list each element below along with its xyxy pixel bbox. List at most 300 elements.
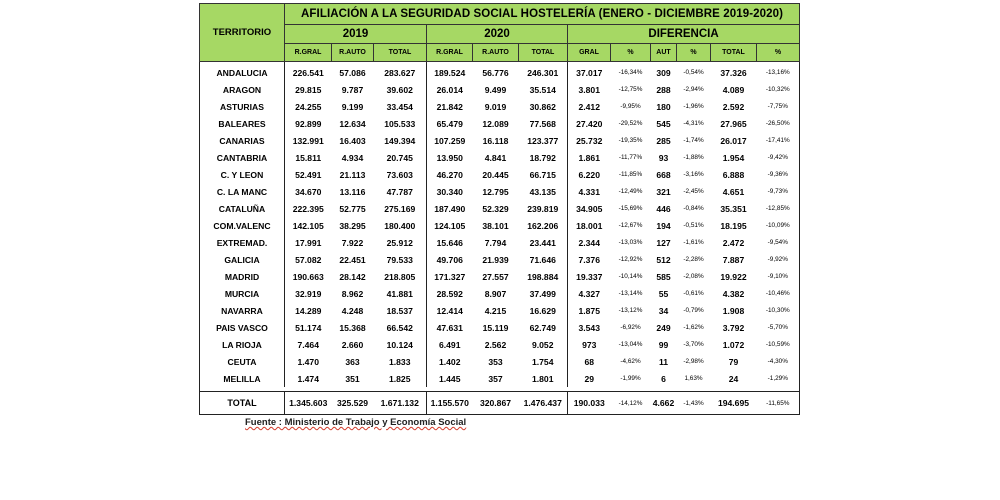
table-cell: 288 [656, 84, 671, 95]
table-cell: -10,59% [765, 341, 790, 348]
table-cell: 6.491 [438, 339, 461, 350]
table-cell: 51.174 [295, 322, 322, 333]
source-note [245, 417, 466, 428]
table-cell: 24 [728, 373, 739, 384]
table-cell: -10,32% [765, 86, 790, 93]
table-row [200, 149, 800, 166]
table-cell: 1.155.570 [427, 392, 473, 415]
table-cell: 71.646 [519, 251, 568, 268]
table-cell: 13.950 [436, 152, 463, 163]
table-cell: -3,70% [683, 341, 704, 348]
table-cell: -9,92% [767, 256, 788, 263]
table-cell: -1,74% [683, 137, 704, 144]
table-cell: 37.326 [720, 67, 747, 78]
table-cell: 79 [728, 356, 739, 367]
table-cell: -9,73% [767, 188, 788, 195]
table-cell: 28.142 [339, 271, 366, 282]
table-cell: 180.400 [374, 217, 427, 234]
table-cell: 93 [658, 152, 669, 163]
table-cell: 34 [658, 305, 669, 316]
table-cell: 16.629 [519, 302, 568, 319]
table-cell: 99 [658, 339, 669, 350]
table-cell: 23.441 [519, 234, 568, 251]
table-cell: 7.887 [722, 254, 745, 265]
table-cell: 545 [656, 118, 671, 129]
table-cell: 12.089 [482, 118, 509, 129]
table-row [200, 132, 800, 149]
table-cell: -16,34% [618, 69, 643, 76]
table-cell: -1,62% [683, 324, 704, 331]
table-cell: 132.991 [292, 135, 324, 146]
table-cell: 21.939 [482, 254, 509, 265]
affiliation-table-container [199, 3, 799, 415]
table-cell: 15.811 [295, 152, 322, 163]
year-row [200, 25, 800, 44]
table-cell: 1.671.132 [374, 392, 427, 415]
table-cell: 1.474 [297, 373, 319, 384]
table-cell: 4.841 [484, 152, 507, 163]
territory-name: C. LA MANC [200, 183, 285, 200]
table-cell: -0,61% [683, 290, 704, 297]
table-cell: 4.215 [484, 305, 507, 316]
table-row [200, 251, 800, 268]
table-cell: 309 [656, 67, 671, 78]
table-cell: 16.118 [482, 135, 509, 146]
table-cell: 4.248 [341, 305, 364, 316]
table-cell: -14,12% [611, 392, 651, 415]
table-cell: 2.344 [578, 237, 600, 248]
subheader-cell: GRAL [568, 44, 611, 62]
table-cell: -26,50% [765, 120, 790, 127]
table-cell: 30.340 [436, 186, 463, 197]
territory-name: MURCIA [200, 285, 285, 302]
title-row [200, 4, 800, 25]
table-cell: 363 [345, 356, 360, 367]
table-row [200, 234, 800, 251]
difference-header: DIFERENCIA [568, 25, 800, 44]
table-cell: 17.991 [295, 237, 322, 248]
table-cell: 33.454 [374, 98, 427, 115]
table-cell: 29 [584, 373, 595, 384]
table-cell: 446 [656, 203, 671, 214]
table-cell: -9,42% [767, 154, 788, 161]
table-cell: 353 [488, 356, 503, 367]
table-cell: 194 [656, 220, 671, 231]
territory-name: NAVARRA [200, 302, 285, 319]
table-cell: 32.919 [295, 288, 322, 299]
table-cell: 4.089 [722, 84, 745, 95]
table-cell: 149.394 [374, 132, 427, 149]
table-cell: 171.327 [434, 271, 466, 282]
table-cell: 8.962 [341, 288, 364, 299]
table-cell: 2.472 [722, 237, 745, 248]
table-cell: 325.529 [332, 392, 374, 415]
table-cell: 239.819 [519, 200, 568, 217]
table-cell: -0,84% [683, 205, 704, 212]
table-cell: -2,94% [683, 86, 704, 93]
table-cell: 2.660 [341, 339, 364, 350]
table-cell: 2.412 [578, 101, 600, 112]
table-cell: 56.776 [482, 67, 509, 78]
table-cell: 1.801 [519, 370, 568, 387]
table-cell: 16.403 [339, 135, 366, 146]
table-cell: 18.537 [374, 302, 427, 319]
table-cell: 15.646 [436, 237, 463, 248]
table-cell: 357 [488, 373, 503, 384]
table-cell: 249 [656, 322, 671, 333]
table-cell: 6.220 [578, 169, 600, 180]
table-cell: 1.476.437 [519, 392, 568, 415]
table-cell: 12.795 [482, 186, 509, 197]
table-cell: 79.533 [374, 251, 427, 268]
table-cell: -9,95% [620, 103, 641, 110]
territory-name: LA RIOJA [200, 336, 285, 353]
territory-name: CANARIAS [200, 132, 285, 149]
table-cell: 12.634 [339, 118, 366, 129]
table-cell: -11,85% [618, 171, 643, 178]
table-cell: 123.377 [519, 132, 568, 149]
table-cell: 351 [345, 373, 360, 384]
table-row [200, 353, 800, 370]
table-cell: 26.017 [720, 135, 747, 146]
table-cell: -10,14% [618, 273, 643, 280]
table-cell: 15.368 [339, 322, 366, 333]
table-cell: -9,36% [767, 171, 788, 178]
table-cell: 13.116 [339, 186, 366, 197]
territory-name: C. Y LEON [200, 166, 285, 183]
table-title: AFILIACIÓN A LA SEGURIDAD SOCIAL HOSTELERÍA (ENERO - DICIEMBRE 2019-2020) [285, 4, 800, 25]
subheader-cell: TOTAL [519, 44, 568, 62]
table-cell: 190.033 [568, 392, 611, 415]
table-cell: -12,92% [618, 256, 643, 263]
table-row [200, 217, 800, 234]
table-cell: 19.337 [576, 271, 603, 282]
table-cell: 41.881 [374, 285, 427, 302]
source-text: Fuente : Ministerio de Trabajo y Economía Social [245, 417, 467, 428]
table-cell: 57.086 [339, 67, 366, 78]
table-cell: 1.072 [722, 339, 745, 350]
year-2019-header: 2019 [285, 25, 427, 44]
subheader-cell: % [677, 44, 711, 62]
table-cell: -11,77% [618, 154, 643, 161]
table-cell: 26.014 [436, 84, 463, 95]
table-row [200, 370, 800, 387]
territory-name: TOTAL [200, 392, 285, 415]
table-row [200, 319, 800, 336]
table-cell: 47.631 [436, 322, 463, 333]
territory-name: ASTURIAS [200, 98, 285, 115]
territory-name: CANTABRIA [200, 149, 285, 166]
table-cell: 18.792 [519, 149, 568, 166]
table-cell: -7,75% [767, 103, 788, 110]
table-cell: 49.706 [436, 254, 463, 265]
table-cell: 73.603 [374, 166, 427, 183]
table-cell: 1.875 [578, 305, 600, 316]
table-cell: 57.082 [295, 254, 322, 265]
affiliation-table [199, 3, 800, 415]
table-row [200, 268, 800, 285]
territory-name: MADRID [200, 268, 285, 285]
table-cell: 11 [658, 356, 669, 367]
table-cell: -0,51% [683, 222, 704, 229]
table-cell: -15,69% [618, 205, 643, 212]
table-cell: 3.801 [578, 84, 600, 95]
table-cell: -1,29% [767, 375, 788, 382]
table-cell: -4,62% [620, 358, 641, 365]
table-cell: 8.907 [484, 288, 507, 299]
table-cell: -13,16% [765, 69, 790, 76]
table-cell: -9,54% [767, 239, 788, 246]
territory-name: CATALUÑA [200, 200, 285, 217]
table-cell: 3.543 [578, 322, 600, 333]
table-cell: 668 [656, 169, 671, 180]
table-cell: 973 [582, 339, 597, 350]
table-cell: 127 [656, 237, 671, 248]
table-cell: 25.912 [374, 234, 427, 251]
table-cell: 7.376 [578, 254, 600, 265]
territory-name: BALEARES [200, 115, 285, 132]
table-cell: -6,92% [620, 324, 641, 331]
table-cell: 1.825 [374, 370, 427, 387]
table-cell: 52.775 [339, 203, 366, 214]
table-cell: 226.541 [292, 67, 324, 78]
table-cell: -4,31% [683, 120, 704, 127]
table-cell: 47.787 [374, 183, 427, 200]
table-cell: -11,65% [757, 392, 800, 415]
table-row [200, 285, 800, 302]
table-cell: 218.805 [374, 268, 427, 285]
territory-name: MELILLA [200, 370, 285, 387]
table-cell: -12,85% [765, 205, 790, 212]
table-cell: -12,67% [618, 222, 643, 229]
table-cell: 4.331 [578, 186, 600, 197]
table-cell: 283.627 [374, 62, 427, 82]
table-cell: -13,04% [618, 341, 643, 348]
table-cell: 77.568 [519, 115, 568, 132]
table-cell: 1.445 [438, 373, 461, 384]
table-cell: 25.732 [576, 135, 603, 146]
table-cell: 10.124 [374, 336, 427, 353]
territory-name: COM.VALENC [200, 217, 285, 234]
table-cell: -29,52% [618, 120, 643, 127]
table-cell: 9.199 [341, 101, 364, 112]
table-cell: 38.295 [339, 220, 366, 231]
table-cell: 7.794 [484, 237, 507, 248]
table-cell: 1.402 [438, 356, 461, 367]
table-row [200, 115, 800, 132]
table-cell: 7.464 [297, 339, 319, 350]
table-cell: 1.954 [722, 152, 745, 163]
table-cell: 28.592 [436, 288, 463, 299]
table-cell: 585 [656, 271, 671, 282]
table-cell: 9.499 [484, 84, 507, 95]
table-cell: 21.842 [436, 101, 463, 112]
table-cell: 142.105 [292, 220, 324, 231]
table-row [200, 302, 800, 319]
table-cell: 27.557 [482, 271, 509, 282]
table-cell: 38.101 [482, 220, 509, 231]
table-cell: -17,41% [765, 137, 790, 144]
table-cell: 37.499 [519, 285, 568, 302]
subheader-cell: % [611, 44, 651, 62]
table-cell: 27.965 [720, 118, 747, 129]
table-cell: -2,45% [683, 188, 704, 195]
table-cell: 189.524 [434, 67, 466, 78]
table-cell: 92.899 [295, 118, 322, 129]
table-cell: 52.491 [295, 169, 322, 180]
total-row [200, 392, 800, 415]
territory-name: PAIS VASCO [200, 319, 285, 336]
table-cell: 34.670 [295, 186, 322, 197]
table-row [200, 336, 800, 353]
table-cell: -4,30% [767, 358, 788, 365]
table-cell: 66.715 [519, 166, 568, 183]
table-cell: 6.888 [722, 169, 745, 180]
table-cell: 1.470 [297, 356, 319, 367]
table-cell: 7.922 [341, 237, 364, 248]
table-cell: 6 [661, 373, 666, 384]
table-cell: 320.867 [473, 392, 519, 415]
table-cell: 12.414 [436, 305, 463, 316]
subheader-cell: AUT [651, 44, 677, 62]
table-cell: 198.884 [519, 268, 568, 285]
subheader-cell: R.AUTO [332, 44, 374, 62]
table-cell: 62.749 [519, 319, 568, 336]
table-row [200, 200, 800, 217]
table-cell: 275.169 [374, 200, 427, 217]
territory-name: CEUTA [200, 353, 285, 370]
table-cell: -2,08% [683, 273, 704, 280]
table-cell: 321 [656, 186, 671, 197]
table-cell: 15.119 [482, 322, 509, 333]
table-cell: 4.327 [578, 288, 600, 299]
table-cell: 68 [584, 356, 595, 367]
table-cell: -3,16% [683, 171, 704, 178]
table-cell: 9.019 [484, 101, 507, 112]
table-cell: 194.695 [711, 392, 757, 415]
table-cell: 4.662 [651, 392, 677, 415]
table-cell: 187.490 [434, 203, 466, 214]
table-cell: 107.259 [434, 135, 466, 146]
territory-header: TERRITORIO [200, 4, 285, 62]
year-2020-header: 2020 [427, 25, 568, 44]
table-cell: 3.792 [722, 322, 745, 333]
table-cell: -13,14% [618, 290, 643, 297]
table-cell: -1,96% [683, 103, 704, 110]
table-cell: 65.479 [436, 118, 463, 129]
table-cell: 39.602 [374, 81, 427, 98]
table-cell: 46.270 [436, 169, 463, 180]
table-cell: 1.833 [374, 353, 427, 370]
table-cell: 222.395 [292, 203, 324, 214]
table-cell: 66.542 [374, 319, 427, 336]
table-row [200, 166, 800, 183]
territory-name: GALICIA [200, 251, 285, 268]
table-cell: 22.451 [339, 254, 366, 265]
table-cell: 124.105 [434, 220, 466, 231]
table-cell: 285 [656, 135, 671, 146]
table-row [200, 183, 800, 200]
table-cell: 1,63% [684, 375, 703, 382]
table-cell: 1.908 [722, 305, 745, 316]
table-cell: -13,12% [618, 307, 643, 314]
table-cell: 37.017 [576, 67, 603, 78]
table-cell: 512 [656, 254, 671, 265]
table-cell: 20.745 [374, 149, 427, 166]
table-cell: 246.301 [519, 62, 568, 82]
table-cell: 9.787 [341, 84, 364, 95]
table-cell: 20.445 [482, 169, 509, 180]
table-cell: 55 [658, 288, 669, 299]
table-cell: 180 [656, 101, 671, 112]
table-cell: -1,43% [677, 392, 711, 415]
table-cell: -10,46% [765, 290, 790, 297]
table-cell: -1,61% [683, 239, 704, 246]
table-cell: 43.135 [519, 183, 568, 200]
table-row [200, 81, 800, 98]
table-cell: 35.351 [720, 203, 747, 214]
table-cell: 4.934 [341, 152, 364, 163]
table-cell: -0,54% [683, 69, 704, 76]
table-cell: 1.345.603 [285, 392, 332, 415]
table-cell: 52.329 [482, 203, 509, 214]
table-cell: 21.113 [339, 169, 366, 180]
table-cell: 190.663 [292, 271, 324, 282]
table-cell: -12,49% [618, 188, 643, 195]
table-cell: 14.289 [295, 305, 322, 316]
table-cell: 4.382 [722, 288, 745, 299]
table-cell: 29.815 [295, 84, 322, 95]
table-cell: 34.905 [576, 203, 603, 214]
table-cell: -10,09% [765, 222, 790, 229]
table-cell: -2,28% [683, 256, 704, 263]
table-cell: 35.514 [519, 81, 568, 98]
subheader-row [200, 44, 800, 62]
table-cell: -1,99% [620, 375, 641, 382]
table-cell: -19,35% [618, 137, 643, 144]
table-cell: 18.195 [720, 220, 747, 231]
table-cell: -0,79% [683, 307, 704, 314]
table-row [200, 62, 800, 82]
table-cell: -5,70% [767, 324, 788, 331]
table-cell: -10,30% [765, 307, 790, 314]
table-cell: 24.255 [295, 101, 322, 112]
table-cell: 2.592 [722, 101, 745, 112]
table-cell: 19.922 [720, 271, 747, 282]
table-cell: 162.206 [519, 217, 568, 234]
subheader-cell: TOTAL [711, 44, 757, 62]
subheader-cell: R.AUTO [473, 44, 519, 62]
table-row [200, 98, 800, 115]
table-cell: -9,10% [767, 273, 788, 280]
subheader-cell: % [757, 44, 800, 62]
table-cell: -2,98% [683, 358, 704, 365]
territory-name: EXTREMAD. [200, 234, 285, 251]
subheader-cell: R.GRAL [427, 44, 473, 62]
table-cell: 105.533 [374, 115, 427, 132]
table-cell: 1.861 [578, 152, 600, 163]
table-cell: -12,75% [618, 86, 643, 93]
table-cell: 30.862 [519, 98, 568, 115]
table-cell: 9.052 [519, 336, 568, 353]
territory-name: ARAGON [200, 81, 285, 98]
table-cell: 2.562 [484, 339, 507, 350]
subheader-cell: TOTAL [374, 44, 427, 62]
table-cell: 4.651 [722, 186, 745, 197]
table-cell: -13,03% [618, 239, 643, 246]
table-cell: 27.420 [576, 118, 603, 129]
table-cell: 1.754 [519, 353, 568, 370]
